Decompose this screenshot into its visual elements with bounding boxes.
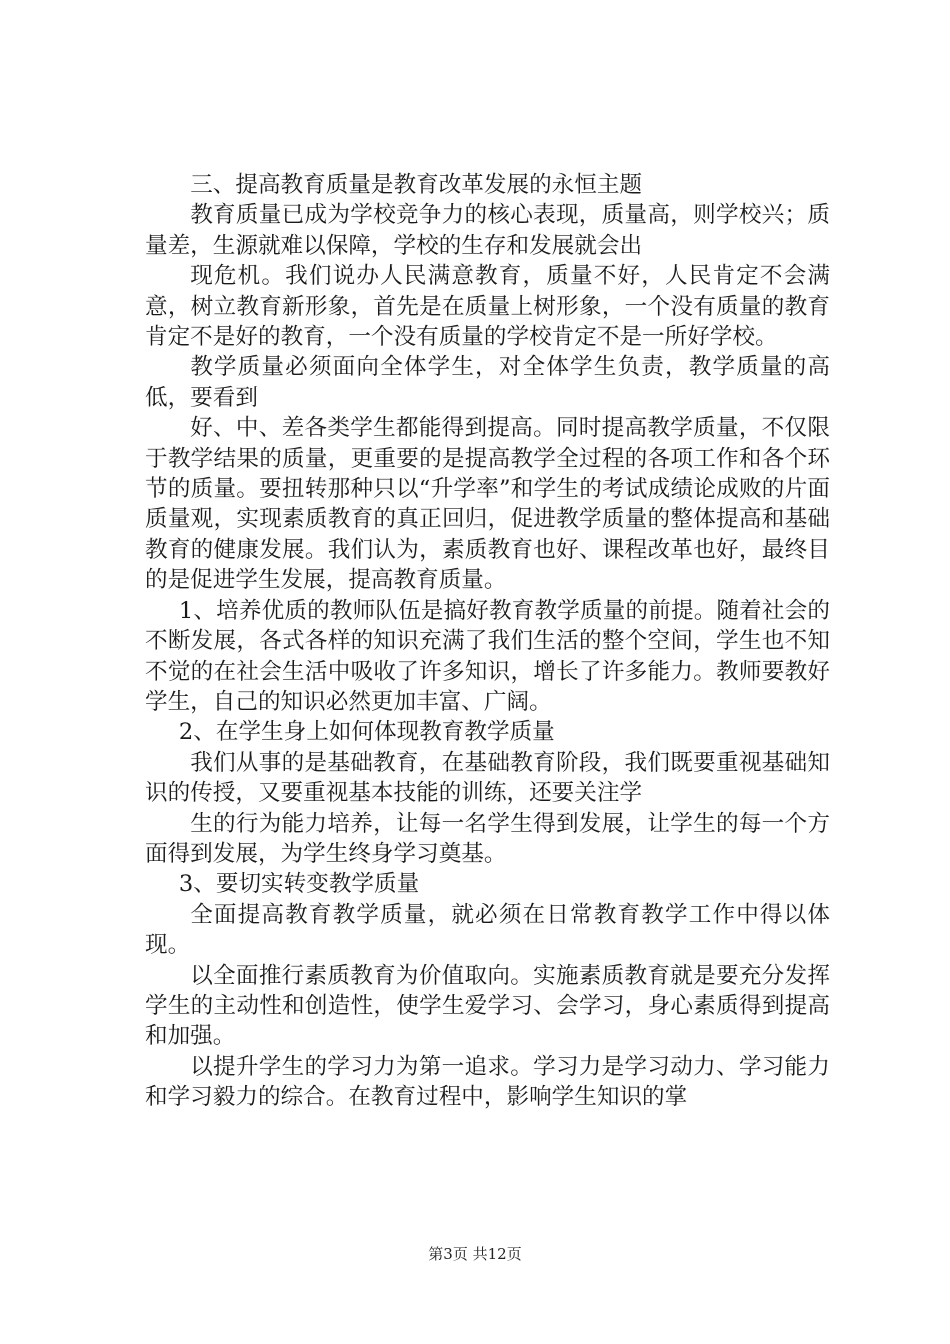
paragraph: 全面提高教育教学质量，就必须在日常教育教学工作中得以体现。 <box>145 901 830 959</box>
paragraph: 好、中、差各类学生都能得到提高。同时提高教学质量，不仅限于教学结果的质量，更重要的是提高教学全过程的各项工作和各个环节的质量。要扭转那种只以“升学率”和学生的考试成绩论成败的片面质量观，实现素质教育的真正回归，促进教学质量的整体提高和基础教育的健康发展。我们认为，素质教育也好、课程改革也好，最终目的是促进学生发展，提高教育质量。 <box>145 415 830 594</box>
numbered-heading: 2、在学生身上如何体现教育教学质量 <box>178 719 555 746</box>
paragraph: 以全面推行素质教育为价值取向。实施素质教育就是要充分发挥学生的主动性和创造性，使学生爱学习、会学习，身心素质得到提高和加强。 <box>145 962 830 1050</box>
paragraph: 以提升学生的学习力为第一追求。学习力是学习动力、学习能力和学习毅力的综合。在教育过程中，影响学生知识的掌 <box>145 1053 830 1111</box>
paragraph: 我们从事的是基础教育，在基础教育阶段，我们既要重视基础知识的传授，又要重视基本技能的训练，还要关注学 <box>145 749 830 807</box>
section-heading: 三、提高教育质量是教育改革发展的永恒主题 <box>190 172 643 198</box>
paragraph: 教育质量已成为学校竞争力的核心表现，质量高，则学校兴；质量差，生源就难以保障，学校的生存和发展就会出 <box>145 202 830 259</box>
paragraph: 教学质量必须面向全体学生，对全体学生负责，教学质量的高低，要看到 <box>145 354 830 411</box>
paragraph: 生的行为能力培养，让每一名学生得到发展，让学生的每一个方面得到发展，为学生终身学习奠基。 <box>145 810 830 867</box>
paragraph: 现危机。我们说办人民满意教育，质量不好，人民肯定不会满意，树立教育新形象，首先是在质量上树形象，一个没有质量的教育肯定不是好的教育，一个没有质量的学校肯定不是一所好学校。 <box>145 263 830 351</box>
document-body <box>145 170 830 1113</box>
numbered-paragraph: 1、培养优质的教师队伍是搞好教育教学质量的前提。随着社会的不断发展，各式各样的知识充满了我们生活的整个空间，学生也不知不觉的在社会生活中吸收了许多知识，增长了许多能力。教师要教好学生，自己的知识必然更加丰富、广阔。 <box>145 597 830 715</box>
numbered-heading: 3、要切实转变教学质量 <box>178 871 420 898</box>
page-number-footer: 第3页 共12页 <box>428 1245 522 1263</box>
